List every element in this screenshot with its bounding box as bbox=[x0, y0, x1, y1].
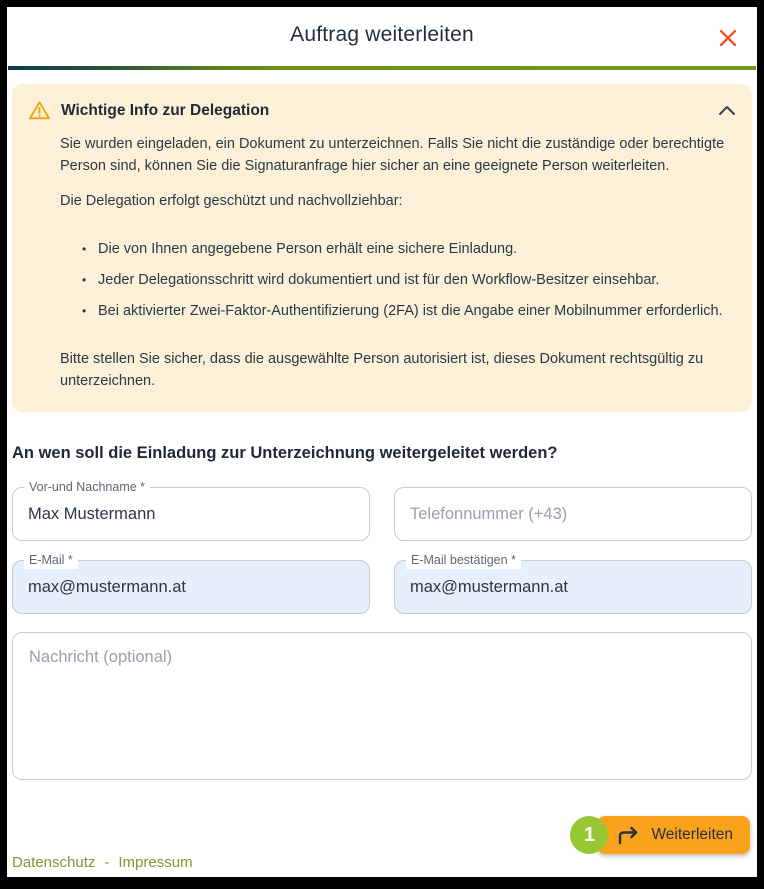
info-bullet: • Jeder Delegationsschritt wird dokumentiert und ist für den Workflow-Besitzer einsehbar. bbox=[86, 269, 736, 291]
email-field-label: E-Mail * bbox=[24, 552, 78, 569]
info-box-body bbox=[28, 133, 736, 392]
warning-icon bbox=[28, 100, 51, 121]
info-bullet-list bbox=[60, 238, 736, 322]
info-box-title: Wichtige Info zur Delegation bbox=[61, 101, 270, 119]
info-bullet: • Die von Ihnen angegebene Person erhält eine sichere Einladung. bbox=[86, 238, 736, 260]
name-field-wrap bbox=[12, 480, 370, 541]
email-confirm-field-label: E-Mail bestätigen * bbox=[406, 552, 521, 569]
phone-input[interactable] bbox=[395, 488, 751, 540]
forward-dialog bbox=[7, 7, 757, 877]
info-subheading: Die Delegation erfolgt geschützt und nachvollziehbar: bbox=[60, 193, 403, 209]
message-field-wrap bbox=[12, 632, 752, 785]
chevron-up-icon[interactable] bbox=[718, 105, 736, 116]
form-heading: An wen soll die Einladung zur Unterzeichnung weitergeleitet werden? bbox=[12, 444, 558, 462]
gradient-divider bbox=[8, 66, 756, 70]
page-title: Auftrag weiterleiten bbox=[290, 23, 474, 46]
close-button[interactable] bbox=[713, 23, 743, 53]
footer-separator: - bbox=[104, 854, 110, 871]
footer bbox=[12, 854, 752, 871]
forward-arrow-icon bbox=[616, 826, 641, 845]
link-datenschutz[interactable]: Datenschutz bbox=[12, 854, 96, 871]
annotation-badge: 1 bbox=[570, 816, 608, 854]
forward-button[interactable] bbox=[597, 816, 750, 854]
info-outro: Bitte stellen Sie sicher, dass die ausgewählte Person autorisiert ist, dieses Dokument rechtsgültig zu unterzeichnen. bbox=[60, 351, 704, 389]
forward-button-label: Weiterleiten bbox=[651, 826, 733, 843]
actions-row bbox=[12, 816, 750, 854]
name-field-label: Vor-und Nachname * bbox=[24, 479, 150, 496]
info-box bbox=[12, 84, 752, 412]
message-textarea[interactable] bbox=[12, 632, 752, 780]
recipient-form bbox=[12, 480, 752, 614]
info-box-header[interactable] bbox=[28, 100, 736, 121]
link-impressum[interactable]: Impressum bbox=[118, 854, 193, 871]
email-field-wrap bbox=[12, 553, 370, 614]
close-icon bbox=[716, 26, 740, 50]
info-intro: Sie wurden eingeladen, ein Dokument zu unterzeichnen. Falls Sie nicht die zuständige oder berechtigte Person sind, können Sie die Signaturanfrage hier sicher an eine geeignete Person weiterleiten. bbox=[60, 136, 725, 174]
phone-field-wrap bbox=[394, 487, 752, 541]
email-confirm-field-wrap bbox=[394, 553, 752, 614]
info-bullet: • Bei aktivierter Zwei-Faktor-Authentifizierung (2FA) ist die Angabe einer Mobilnummer erforderlich. bbox=[86, 300, 736, 322]
dialog-header bbox=[7, 7, 757, 59]
